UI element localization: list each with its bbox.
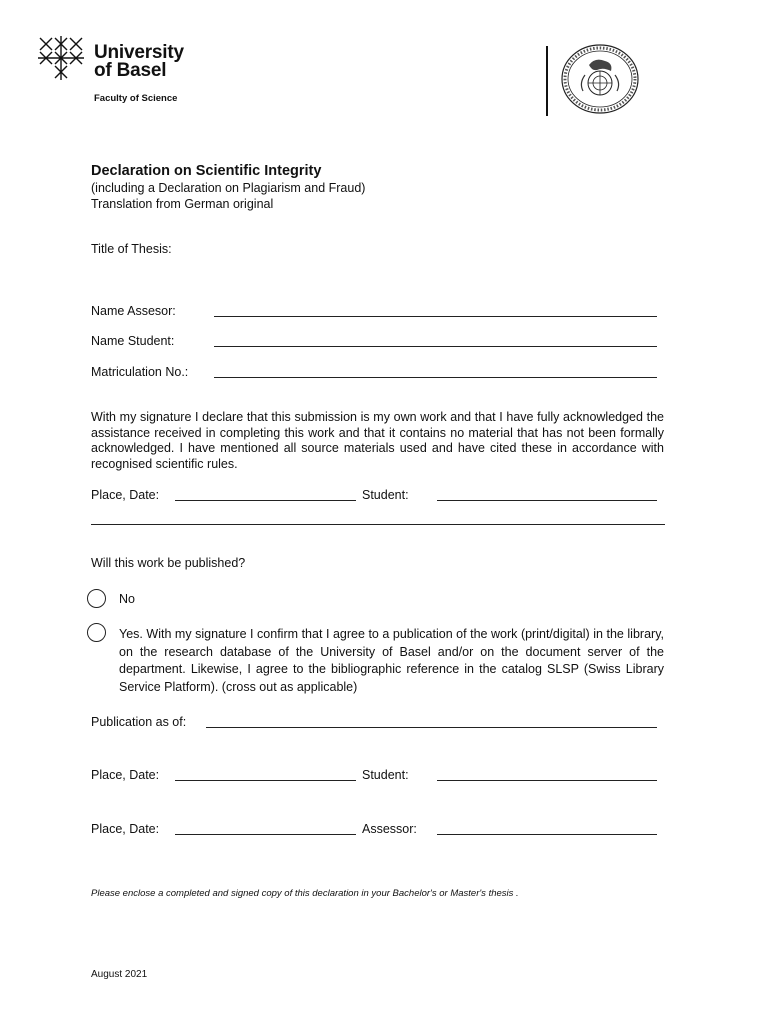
place-date-label-2: Place, Date: [91,768,160,782]
radio-yes-label: Yes. With my signature I confirm that I agree to a publication of the work (print/digital) in the library, on the research database of the University of Basel and/or on the document server of the department. Likewise, I agree to the bibliographic reference in the catalog SLSP (Swiss Library Service Platform). (cross out as applicable) [119,627,664,694]
publication-date-label: Publication as of: [91,715,187,729]
header-divider [546,46,548,116]
assessor-signature-field[interactable] [437,834,657,835]
university-name [94,44,184,80]
place-date-field-2[interactable] [175,780,356,781]
subtitle-plagiarism: (including a Declaration on Plagiarism and Fraud) [91,181,366,195]
section-divider [91,524,665,525]
thesis-title-label: Title of Thesis: [91,242,172,256]
publish-question: Will this work be published? [91,556,246,570]
assessor-signature-label: Assessor: [362,822,417,836]
student-name-field[interactable] [214,346,657,347]
radio-no[interactable] [87,589,106,608]
university-seal-icon [559,43,641,115]
publication-date-field[interactable] [206,727,657,728]
matriculation-label: Matriculation No.: [91,365,189,379]
university-name-line2: of Basel [94,60,167,81]
radio-yes[interactable] [87,623,106,642]
student-name-label: Name Student: [91,334,175,348]
assessor-name-field[interactable] [214,316,657,317]
footnote: Please enclose a completed and signed copy of this declaration in your Bachelor's or Master's thesis . [91,888,519,899]
place-date-label: Place, Date: [91,488,160,502]
student-signature-label-2: Student: [362,768,409,782]
place-date-label-3: Place, Date: [91,822,160,836]
document-date: August 2021 [91,969,148,980]
place-date-field[interactable] [175,500,356,501]
declaration-text: With my signature I declare that this submission is my own work and that I have fully acknowledged the assistance received in completing this work and that it contains no material that has not been formally acknowledged. I have mentioned all source materials used and have cited these in accordance with recognised scientific rules. [91,410,664,471]
faculty-name: Faculty of Science [94,93,178,104]
student-signature-field-2[interactable] [437,780,657,781]
student-signature-field[interactable] [437,500,657,501]
radio-no-label: No [119,592,135,606]
page-title: Declaration on Scientific Integrity [91,163,322,179]
place-date-field-3[interactable] [175,834,356,835]
student-signature-label: Student: [362,488,409,502]
matriculation-field[interactable] [214,377,657,378]
university-name-line1: University [94,42,184,63]
subtitle-translation: Translation from German original [91,197,274,211]
basel-snowflake-logo-icon [36,34,86,82]
assessor-name-label: Name Assesor: [91,304,176,318]
